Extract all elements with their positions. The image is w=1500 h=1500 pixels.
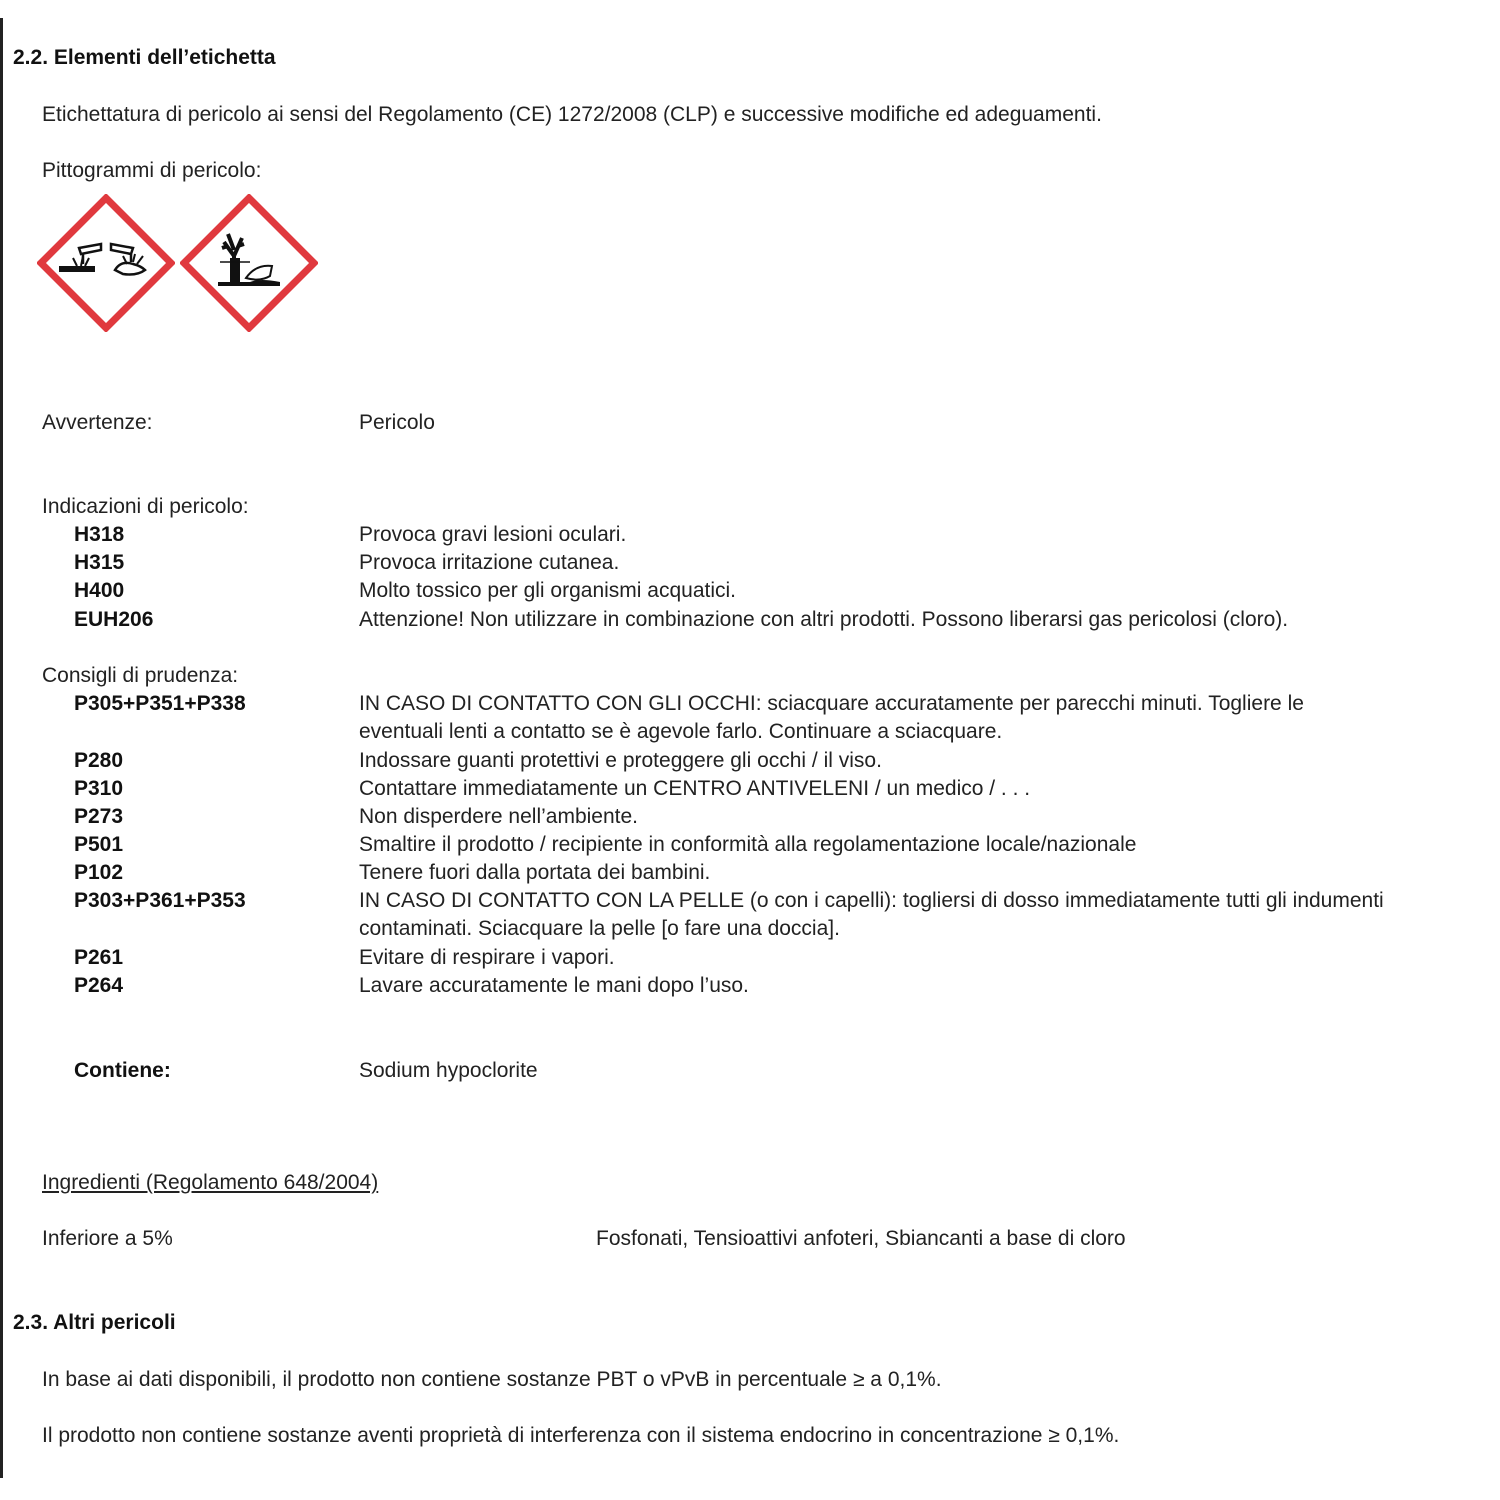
precaution-code: P501 [74,833,124,856]
precaution-code: P102 [74,861,124,884]
ingredients-quantity: Inferiore a 5% [42,1227,173,1250]
precaution-text-cont: contaminati. Sciacquare la pelle [o fare una doccia]. [359,917,840,940]
precaution-text: Evitare di respirare i vapori. [359,946,615,969]
hazard-code: EUH206 [74,608,154,631]
precaution-code: P305+P351+P338 [74,692,246,715]
contains-value: Sodium hypoclorite [359,1059,538,1082]
hazard-text: Attenzione! Non utilizzare in combinazione con altri prodotti. Possono liberarsi gas pericolosi (cloro). [359,608,1289,631]
left-border-rule [0,18,3,1478]
precaution-text: Smaltire il prodotto / recipiente in conformità alla regolamentazione locale/nazionale [359,833,1137,856]
section-2-3-heading: 2.3. Altri pericoli [13,1311,176,1334]
hazard-code: H400 [74,579,125,602]
precaution-text: Tenere fuori dalla portata dei bambini. [359,861,711,884]
precaution-code: P264 [74,974,124,997]
precaution-code: P303+P361+P353 [74,889,246,912]
precaution-text: Contattare immediatamente un CENTRO ANTIVELENI / un medico / . . . [359,777,1031,800]
hazard-text: Molto tossico per gli organismi acquatici. [359,579,736,602]
precaution-text: Indossare guanti protettivi e proteggere gli occhi / il viso. [359,749,882,772]
hazard-statements-label: Indicazioni di pericolo: [42,495,249,518]
hazard-code: H315 [74,551,125,574]
precaution-text: IN CASO DI CONTATTO CON LA PELLE (o con i capelli): togliersi di dosso immediatamente tutti gli indumenti [359,889,1384,912]
precaution-text: Non disperdere nell’ambiente. [359,805,638,828]
hazard-text: Provoca irritazione cutanea. [359,551,620,574]
ingredients-heading: Ingredienti (Regolamento 648/2004) [42,1171,379,1194]
precaution-text: Lavare accuratamente le mani dopo l’uso. [359,974,749,997]
section-2-2-heading: 2.2. Elementi dell’etichetta [13,46,276,69]
ghs05-corrosion-icon [37,194,175,332]
precaution-text: IN CASO DI CONTATTO CON GLI OCCHI: sciacquare accuratamente per parecchi minuti. Togliere le [359,692,1304,715]
precaution-code: P261 [74,946,124,969]
clp-intro-text: Etichettatura di pericolo ai sensi del Regolamento (CE) 1272/2008 (CLP) e successive modifiche ed adeguamenti. [42,103,1102,126]
precaution-code: P273 [74,805,124,828]
ingredients-list: Fosfonati, Tensioattivi anfoteri, Sbiancanti a base di cloro [596,1227,1126,1250]
pbt-statement: In base ai dati disponibili, il prodotto non contiene sostanze PBT o vPvB in percentuale ≥ a 0,1%. [42,1368,942,1391]
hazard-code: H318 [74,523,125,546]
precautionary-statements-label: Consigli di prudenza: [42,664,239,687]
endocrine-statement: Il prodotto non contiene sostanze aventi proprietà di interferenza con il sistema endocrino in concentrazione ≥ 0,1%. [42,1424,1120,1447]
hazard-text: Provoca gravi lesioni oculari. [359,523,627,546]
signal-word-label: Avvertenze: [42,411,153,434]
contains-label: Contiene: [74,1059,171,1082]
signal-word-value: Pericolo [359,411,435,434]
pictograms-label: Pittogrammi di pericolo: [42,159,262,182]
precaution-code: P310 [74,777,124,800]
precaution-text-cont: eventuali lenti a contatto se è agevole farlo. Continuare a sciacquare. [359,720,1003,743]
precaution-code: P280 [74,749,124,772]
ghs09-environment-icon [180,194,318,332]
